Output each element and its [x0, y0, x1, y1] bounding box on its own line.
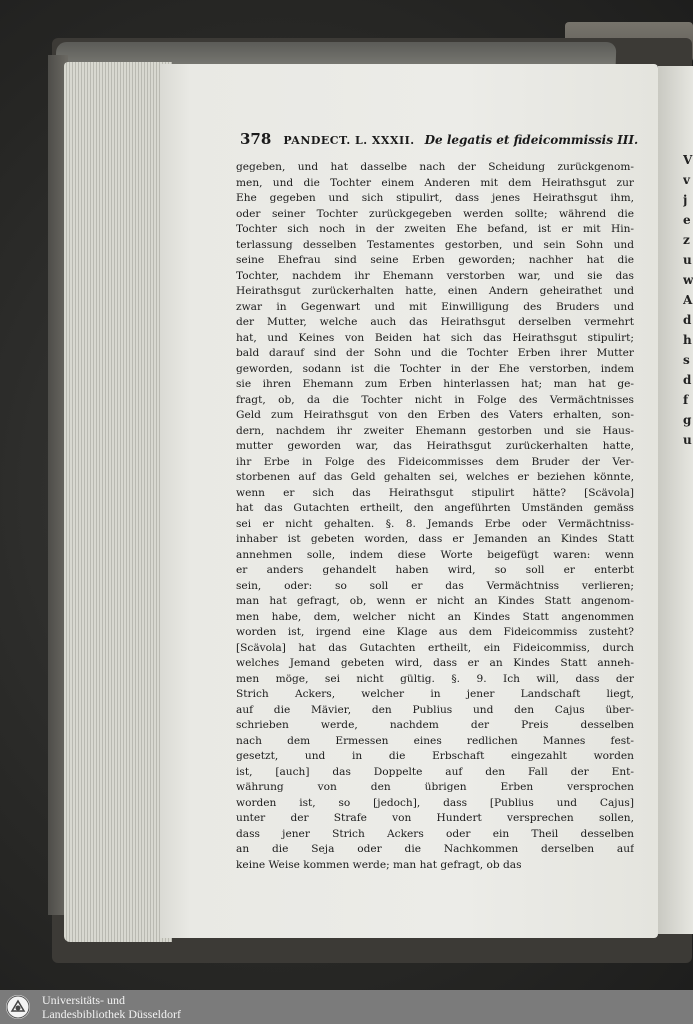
text-line: oder seiner Tochter zurückgegeben werden sollte; während die [236, 207, 634, 220]
text-line: sei er nicht gehalten. §. 8. Jemands Erbe oder Vermächtniss- [236, 517, 634, 530]
text-line: zwar in Gegenwart und mit Einwilligung des Bruders und [236, 300, 634, 313]
text-line: er anders gehandelt haben wird, so soll er enterbt [236, 564, 634, 576]
text-line: unter der Strafe von Hundert versprechen sollen, [236, 812, 634, 824]
text-line: dern, nachdem ihr zweiter Ehemann gestorben und sie Haus- [236, 424, 634, 437]
text-line: fragt, ob, da die Tochter nicht in Folge des Vermächtnisses [236, 393, 634, 406]
text-line: storbenen auf das Geld gehalten sei, welches er beziehen könnte, [236, 471, 634, 483]
text-line: Geld zum Heirathsgut von den Erben des Vaters erhalten, son- [236, 409, 634, 421]
text-line: bald darauf sind der Sohn und die Tochter Erben ihrer Mutter [236, 347, 634, 359]
text-line: welches Jemand gebeten wird, dass er an Kindes Statt anneh- [236, 657, 634, 669]
text-line: Tochter, nachdem ihr Ehemann verstorben war, und sie das [236, 269, 634, 282]
text-line: sie ihren Ehemann zum Erben hinterlassen hat; man hat ge- [236, 378, 634, 390]
text-line: Tochter sich noch in der zweiten Ehe befand, ist er mit Hin- [236, 223, 634, 235]
text-line: worden ist, irgend eine Klage aus dem Fideicommiss zusteht? [236, 626, 634, 638]
text-line: währung von den übrigen Erben versprochen [236, 781, 634, 793]
text-line: men habe, dem, welcher nicht an Kindes Statt angenommen [236, 610, 634, 623]
text-line: man hat gefragt, ob, wenn er nicht an Kindes Statt angenom- [236, 595, 634, 607]
text-line: geworden, sodann ist die Tochter in der Ehe verstorben, indem [236, 362, 634, 375]
page-number: 378 [240, 130, 272, 148]
text-line: ist, [auch] das Doppelte auf den Fall der Ent- [236, 765, 634, 778]
text-line: men, und die Tochter einem Anderen mit dem Heirathsgut zur [236, 176, 634, 189]
facing-page-letters: V v j e z u w A d h s d f g u [683, 153, 693, 447]
text-line: nach dem Ermessen eines redlichen Mannes fest- [236, 734, 634, 747]
library-name [42, 993, 181, 1021]
text-line: keine Weise kommen werde; man hat gefragt, ob das [236, 858, 522, 871]
text-line: inhaber ist gebeten worden, dass er Jemanden an Kindes Statt [236, 533, 634, 545]
running-header [240, 130, 640, 150]
text-line: der Mutter, welche auch das Heirathsgut derselben vermehrt [236, 316, 634, 328]
text-line: gesetzt, und in die Erbschaft eingezahlt worden [236, 750, 634, 762]
text-line: auf die Mävier, den Publius und den Cajus über- [236, 703, 634, 716]
text-line: an die Seja oder die Nachkommen derselben auf [236, 843, 634, 855]
text-line: annehmen solle, indem diese Worte beigefügt waren: wenn [236, 548, 634, 561]
text-line: seine Ehefrau sind seine Erben geworden; nachher hat die [236, 254, 634, 266]
header-pandect: PANDECT. L. XXXII. [283, 134, 415, 147]
page-edges [64, 62, 172, 942]
text-line: mutter geworden war, das Heirathsgut zurückerhalten hatte, [236, 440, 634, 452]
text-line: ihr Erbe in Folge des Fideicommisses dem Bruder der Ver- [236, 455, 634, 468]
header-title: De legatis et fideicommissis III. [424, 133, 639, 147]
text-line: terlassung desselben Testamentes gestorben, und sein Sohn und [236, 238, 634, 251]
text-line: dass jener Strich Ackers oder ein Theil desselben [236, 827, 634, 840]
library-logo-icon [6, 995, 30, 1019]
text-line: schrieben werde, nachdem der Preis desselben [236, 719, 634, 731]
text-line: [Scävola] hat das Gutachten ertheilt, ein Fideicommiss, durch [236, 641, 634, 654]
text-line: hat das Gutachten ertheilt, den angeführten Umständen gemäss [236, 502, 634, 514]
text-line: Strich Ackers, welcher in jener Landschaft liegt, [236, 688, 634, 700]
body-text [236, 160, 634, 873]
text-line: men möge, sei nicht gültig. §. 9. Ich will, dass der [236, 672, 634, 685]
text-line: wenn er sich das Heirathsgut stipulirt hätte? [Scävola] [236, 486, 634, 499]
text-line: worden ist, so [jedoch], dass [Publius und Cajus] [236, 796, 634, 809]
text-line: hat, und Keines von Beiden hat sich das Heirathsgut stipulirt; [236, 331, 634, 344]
library-name-line-2: Landesbibliothek Düsseldorf [42, 1007, 181, 1021]
text-line: Heirathsgut zurückerhalten hatte, einen Andern geheirathet und [236, 285, 634, 297]
text-line: sein, oder: so soll er das Vermächtniss verlieren; [236, 579, 634, 592]
library-name-line-1: Universitäts- und [42, 993, 125, 1007]
text-line: gegeben, und hat dasselbe nach der Scheidung zurückgenom- [236, 161, 634, 173]
text-line: Ehe gegeben und sich stipulirt, dass jenes Heirathsgut ihm, [236, 192, 634, 204]
